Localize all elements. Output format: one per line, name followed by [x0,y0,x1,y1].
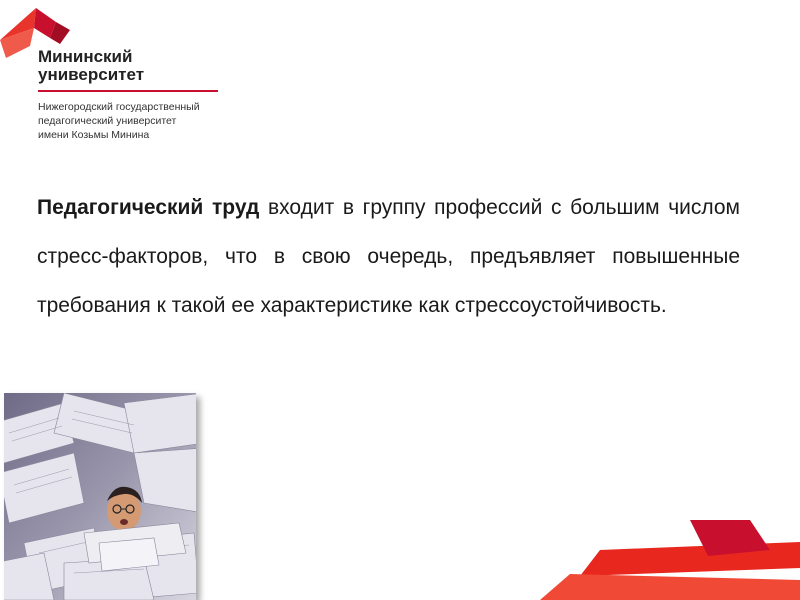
paper-pile-illustration [4,393,196,600]
logo-name-line2: университет [38,65,145,84]
stressed-teacher-photo [4,393,196,600]
bold-phrase: Педагогический труд [37,196,260,219]
logo-subtitle [38,100,200,142]
logo-name-line1: Мининский [38,47,133,66]
paragraph-rest: входит в группу профессий с большим числом стресс-факторов, что в свою очередь, предъявляет повышенные требования к такой ее характеристике как стрессоустойчивость. [37,196,740,317]
decorative-red-stripes [540,520,800,600]
main-paragraph [37,183,740,330]
logo-divider [38,90,218,92]
logo-sub-line1: Нижегородский государственный [38,101,200,113]
logo-sub-line3: имени Козьмы Минина [38,129,150,141]
logo-sub-line2: педагогический университет [38,115,177,127]
university-logo [0,0,240,150]
logo-name [38,48,144,84]
